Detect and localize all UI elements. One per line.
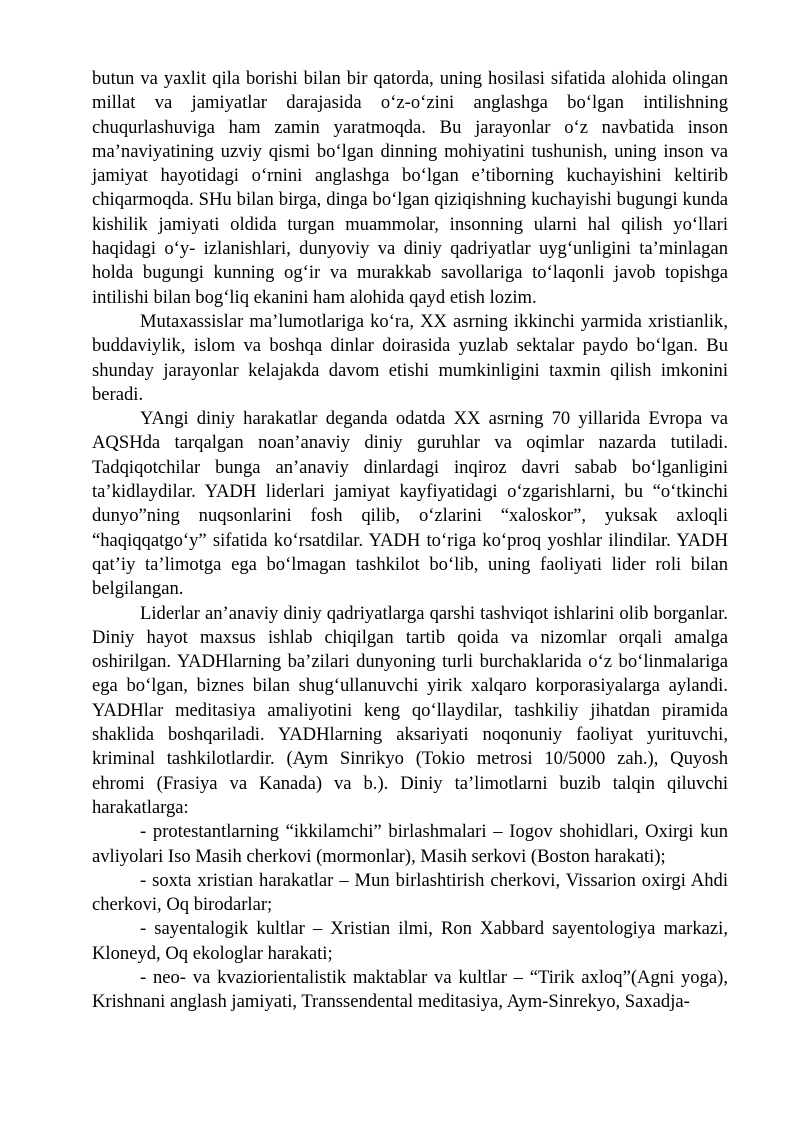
paragraph-1: butun va yaxlit qila borishi bilan bir qatorda, uning hosilasi sifatida alohida olingan millat va jamiyatlar darajasida o‘z-o‘zini anglashga bo‘lgan intilishning chuqurlashuviga ham zamin yaratmoqda. Bu jarayonlar o‘z navbatida inson ma’naviyatining uzviy qismi bo‘lgan dinning mohiyatini tushunish, uning inson va jamiyat hayotidagi o‘rnini anglashga bo‘lgan e’tiborning kuchayishini keltirib chiqarmoqda. SHu bilan birga, dinga bo‘lgan qiziqishning kuchayishi bugungi kunda kishilik jamiyati oldida turgan muammolar, insonning ularni hal qilish yo‘llari haqidagi o‘y- izlanishlari, dunyoviy va diniy qadriyatlar uyg‘unligini ta’minlagan holda bugungi kunning og‘ir va murakkab savollariga to‘laqonli javob topishga intilishi bilan bog‘liq ekanini ham alohida qayd etish lozim. (92, 68, 728, 308)
paragraph-2: Mutaxassislar ma’lumotlariga ko‘ra, XX asrning ikkinchi yarmida xristianlik, buddaviylik, islom va boshqa dinlar doirasida yuzlab sektalar paydo bo‘lgan. Bu shunday jarayonlar kelajakda davom etishi mumkinligini taxmin qilish imkonini beradi. (92, 310, 728, 405)
document-page (92, 67, 728, 1015)
list-item: - soxta xristian harakatlar – Mun birlashtirish cherkovi, Vissarion oxirgi Ahdi cherkovi, Oq birodarlar; (92, 869, 728, 916)
paragraph-4: Liderlar an’anaviy diniy qadriyatlarga qarshi tashviqot ishlarini olib borganlar. Diniy hayot maxsus ishlab chiqilgan tartib qoida va nizomlar orqali amalga oshirilgan. YADHlarning ba’zilari dunyoning turli burchaklarida o‘z bo‘linmalariga ega bo‘lgan, biznes bilan shug‘ullanuvchi yirik xalqaro korporasiyalarga aylandi. YADHlar meditasiya amaliyotini keng qo‘llaydilar, tashkiliy jihatdan piramida shaklida boshqariladi. YADHlarning aksariyati noqonuniy faoliyat yurituvchi, kriminal tashkilotlardir. (Aym Sinrikyo (Tokio metrosi 10/5000 zah.), Quyosh ehromi (Frasiya va Kanada) va b.). Diniy ta’limotlarni buzib talqin qiluvchi harakatlarga: (92, 602, 728, 818)
list-item: - protestantlarning “ikkilamchi” birlashmalari – Iogov shohidlari, Oxirgi kun avliyolari Iso Masih cherkovi (mormonlar), Masih serkovi (Boston harakati); (92, 821, 728, 867)
list-item: - neo- va kvaziorientalistik maktablar va kultlar – “Tirik axloq”(Agni yoga), Krishnani anglash jamiyati, Transsendental meditasiya, Aym-Sinrekyo, Saxadja- (92, 966, 728, 1013)
paragraph-3: YAngi diniy harakatlar deganda odatda XX asrning 70 yillarida Evropa va AQSHda tarqalgan noan’anaviy diniy guruhlar va oqimlar nazarda tutiladi. Tadqiqotchilar bunga an’anaviy dinlardagi inqiroz davri sabab bo‘lganligini ta’kidlaydilar. YADH liderlari jamiyat kayfiyatidagi o‘zgarishlarni, bu “o‘tkinchi dunyo”ning nuqsonlarini fosh qilib, o‘zlarini “xaloskor”, yuksak axloqli “haqiqqatgo‘y” sifatida ko‘rsatdilar. YADH to‘riga ko‘proq yoshlar ilindilar. YADH qat’iy ta’limotga ega bo‘lmagan tashkilot bo‘lib, uning faoliyati lider roli bilan belgilangan. (92, 408, 728, 600)
list-item: - sayentalogik kultlar – Xristian ilmi, Ron Xabbard sayentologiya markazi, Kloneyd, Oq ekologlar harakati; (92, 918, 728, 964)
